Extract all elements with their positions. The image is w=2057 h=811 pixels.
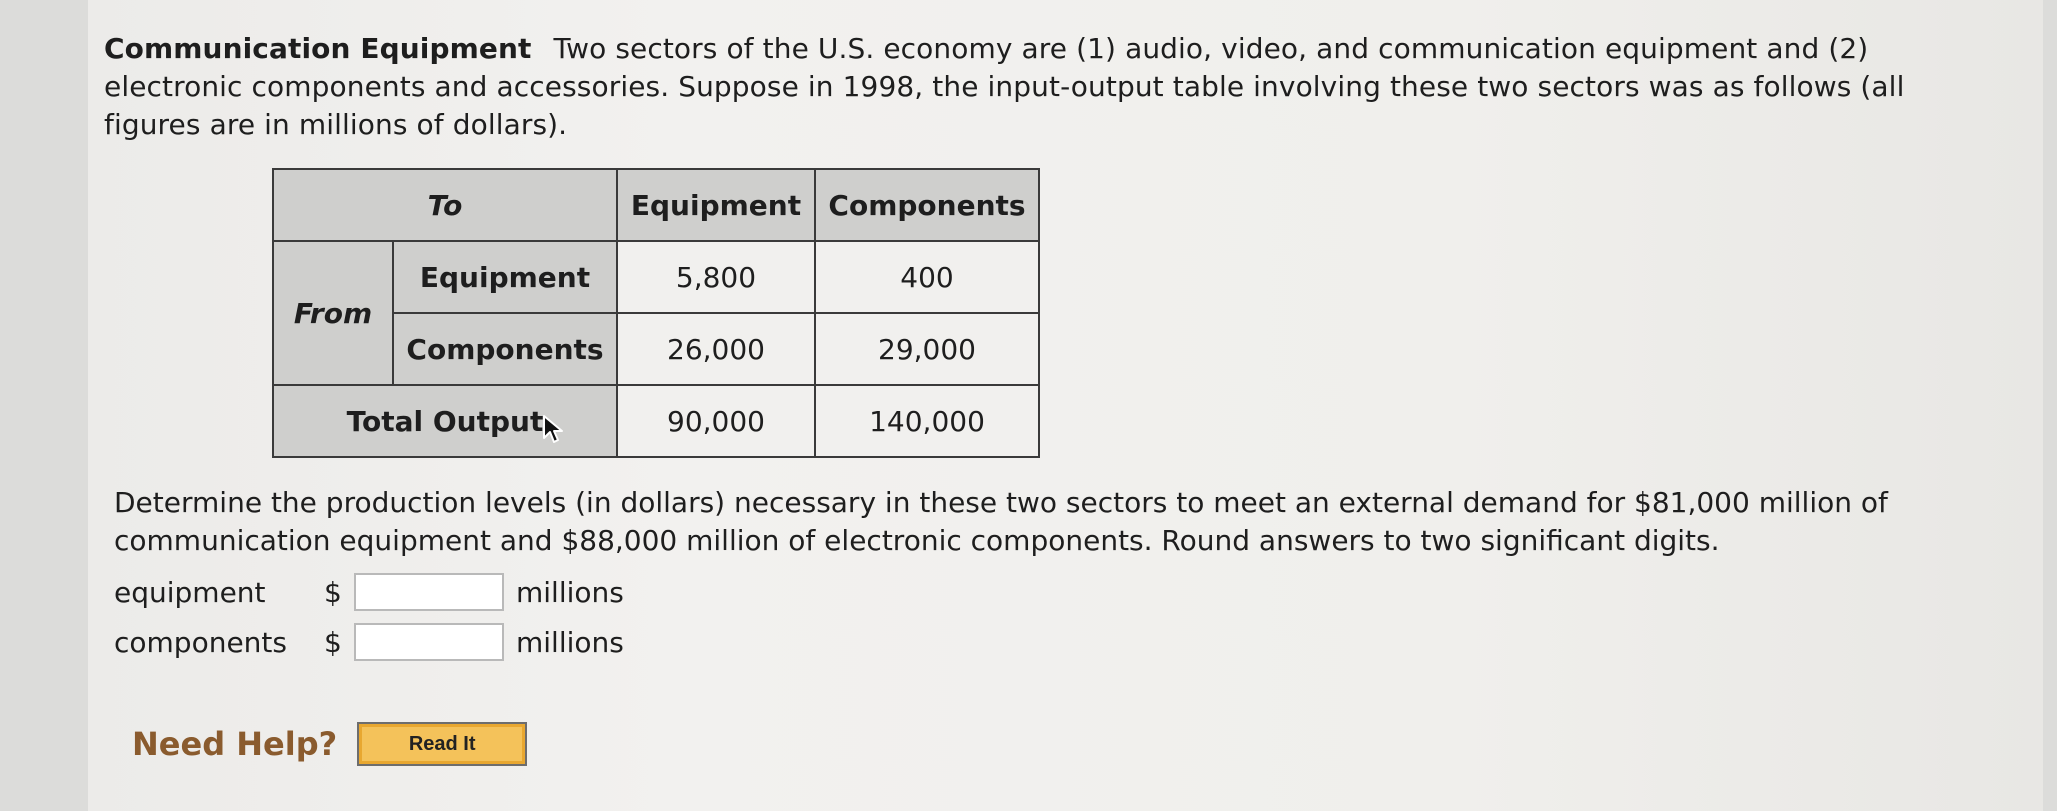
mouse-pointer-icon	[542, 414, 566, 444]
unit-label: millions	[516, 575, 624, 609]
unit-label: millions	[516, 625, 624, 659]
problem-intro	[104, 30, 2004, 144]
problem-title: Communication Equipment	[104, 32, 532, 65]
problem-intro-text: Two sectors of the U.S. economy are (1) audio, video, and communication equipment and (2) electronic components and accessories. Suppose in 1998, the input-output table involving these two sectors was as follows (all figures are in millions of dollars).	[104, 32, 1905, 141]
row-header-components: Components	[393, 313, 617, 385]
read-it-button[interactable]: Read It	[357, 722, 527, 766]
answer-label-components: components	[114, 625, 287, 659]
equipment-answer-input[interactable]	[354, 573, 504, 611]
col-header-equipment: Equipment	[617, 169, 815, 241]
cell-components-components: 29,000	[815, 313, 1039, 385]
input-output-table	[272, 168, 1040, 458]
cell-components-equipment: 26,000	[617, 313, 815, 385]
help-section	[132, 722, 527, 766]
answer-row-equipment	[114, 570, 624, 614]
row-header-equipment: Equipment	[393, 241, 617, 313]
total-output-equipment: 90,000	[617, 385, 815, 457]
total-output-components: 140,000	[815, 385, 1039, 457]
answer-row-components	[114, 620, 624, 664]
to-header: To	[273, 169, 617, 241]
total-output-header: Total Output	[273, 385, 617, 457]
currency-symbol: $	[324, 625, 342, 659]
col-header-components: Components	[815, 169, 1039, 241]
cell-equipment-components: 400	[815, 241, 1039, 313]
answer-label-equipment: equipment	[114, 575, 266, 609]
need-help-label: Need Help?	[132, 725, 338, 763]
currency-symbol: $	[324, 575, 342, 609]
components-answer-input[interactable]	[354, 623, 504, 661]
cell-equipment-equipment: 5,800	[617, 241, 815, 313]
question-text: Determine the production levels (in dollars) necessary in these two sectors to meet an external demand for $81,000 million of communication equipment and $88,000 million of electronic components. Round answers to two significant digits.	[114, 486, 1888, 557]
from-header: From	[273, 241, 393, 385]
